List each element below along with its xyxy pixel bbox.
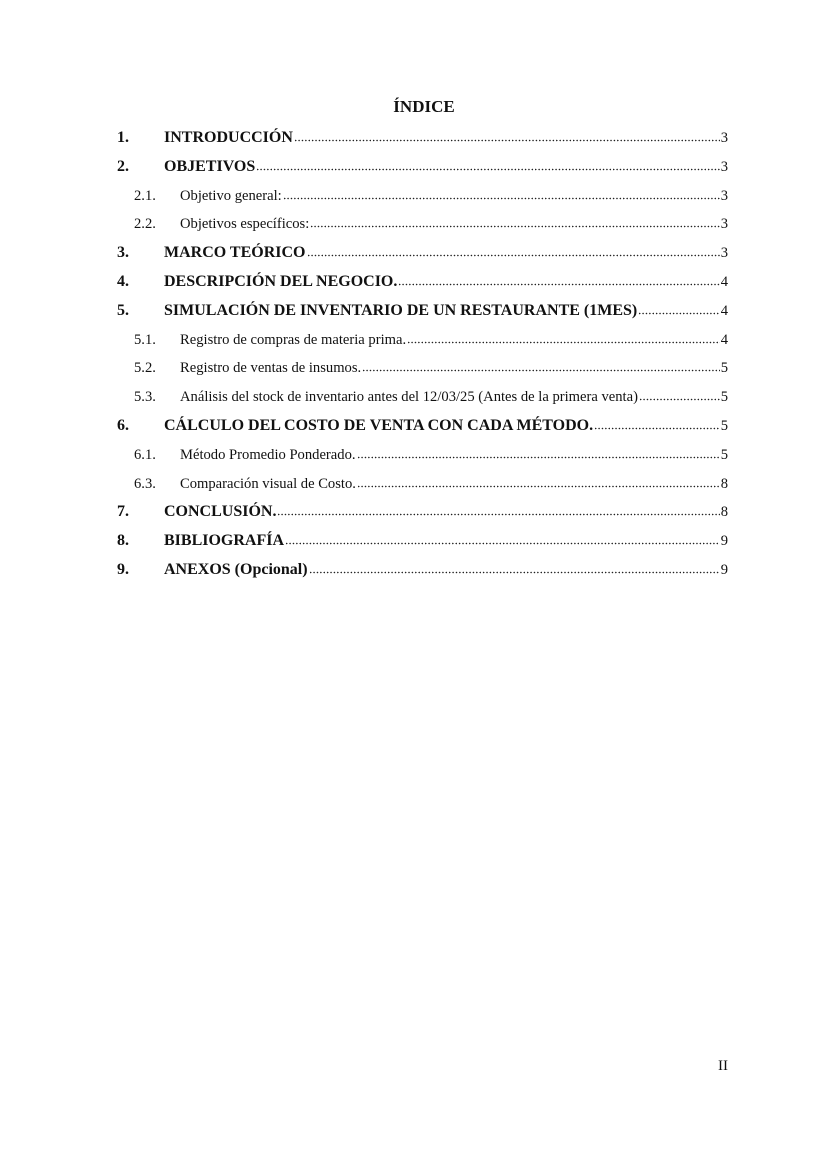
toc-entry-page: 3 <box>720 130 728 146</box>
toc-entry-title: DESCRIPCIÓN DEL NEGOCIO. <box>164 272 398 290</box>
dot-leader <box>310 224 719 228</box>
toc-entry-number: 5. <box>117 301 129 319</box>
toc-entry[interactable] <box>117 498 728 527</box>
toc-entry[interactable] <box>117 268 728 297</box>
toc-entry-title: Análisis del stock de inventario antes del 12/03/25 (Antes de la primera venta) <box>180 389 638 406</box>
dot-leader <box>277 512 719 516</box>
toc-entry-page: 8 <box>720 475 728 492</box>
toc-entry-number: 2.2. <box>134 216 156 233</box>
toc-entry-number: 8. <box>117 532 129 550</box>
toc-entry-number: 5.1. <box>134 331 156 348</box>
toc-entry-number: 9. <box>117 560 129 578</box>
toc-entry-title: CONCLUSIÓN. <box>164 503 277 521</box>
toc-entry[interactable] <box>117 124 728 153</box>
toc-entry-number: 6. <box>117 416 129 434</box>
toc-entry-title: ANEXOS (Opcional) <box>164 560 308 578</box>
dot-leader <box>594 426 720 430</box>
toc-entry-number: 1. <box>117 129 129 146</box>
toc-entry-title: OBJETIVOS <box>164 157 256 175</box>
toc-entry-title: Objetivo general: <box>180 187 282 204</box>
dot-leader <box>294 138 720 142</box>
toc-entry-number: 5.2. <box>134 360 156 377</box>
dot-leader <box>398 282 719 286</box>
toc-entry-page: 3 <box>720 216 728 233</box>
toc-entry-title: Registro de ventas de insumos. <box>180 360 362 377</box>
toc-entry-number: 6.3. <box>134 475 156 492</box>
toc-entry-page: 5 <box>720 389 728 406</box>
toc-entry-page: 3 <box>720 158 728 175</box>
toc-entry-number: 3. <box>117 244 129 262</box>
toc-entry-title: Objetivos específicos: <box>180 216 310 233</box>
toc-entry-page: 5 <box>720 360 728 377</box>
toc-entry[interactable] <box>117 470 728 499</box>
dot-leader <box>256 167 719 171</box>
toc-entry[interactable] <box>117 210 728 239</box>
toc-entry[interactable] <box>117 354 728 383</box>
toc-title: ÍNDICE <box>393 97 455 116</box>
dot-leader <box>357 484 720 488</box>
dot-leader <box>639 397 720 401</box>
dot-leader <box>283 196 720 200</box>
toc-entry-title: Registro de compras de materia prima. <box>180 331 407 348</box>
toc-entry-page: 9 <box>720 561 728 578</box>
toc-entry-title: CÁLCULO DEL COSTO DE VENTA CON CADA MÉTODO. <box>164 416 594 434</box>
toc-entry-title: BIBLIOGRAFÍA <box>164 532 285 550</box>
toc-entry-number: 2.1. <box>134 187 156 204</box>
toc-entry-title: Método Promedio Ponderado. <box>180 446 356 463</box>
toc-entry[interactable] <box>117 182 728 211</box>
toc-entry-page: 3 <box>720 245 728 262</box>
toc-entry-page: 4 <box>720 273 728 290</box>
page-number: II <box>718 1058 728 1074</box>
toc-entry-number: 7. <box>117 503 129 521</box>
toc-entry-page: 5 <box>720 417 728 434</box>
toc-entry[interactable] <box>117 441 728 470</box>
dot-leader <box>307 253 720 257</box>
toc-entry-title: SIMULACIÓN DE INVENTARIO DE UN RESTAURANTE (1MES) <box>164 301 638 319</box>
toc-entry[interactable] <box>117 412 728 441</box>
toc-entry[interactable] <box>117 527 728 556</box>
table-of-contents <box>117 124 728 585</box>
dot-leader <box>638 311 719 315</box>
dot-leader <box>285 541 720 545</box>
dot-leader <box>407 340 720 344</box>
toc-entry-page: 4 <box>720 331 728 348</box>
toc-entry[interactable] <box>117 297 728 326</box>
toc-entry-page: 8 <box>720 504 728 521</box>
toc-entry-number: 6.1. <box>134 446 156 463</box>
dot-leader <box>309 570 720 574</box>
dot-leader <box>362 368 720 372</box>
toc-entry[interactable] <box>117 239 728 268</box>
toc-entry-page: 5 <box>720 446 728 463</box>
toc-entry-title: MARCO TEÓRICO <box>164 244 306 262</box>
toc-entry[interactable] <box>117 383 728 412</box>
toc-entry-title: Comparación visual de Costo. <box>180 475 356 492</box>
toc-entry-page: 9 <box>720 533 728 550</box>
dot-leader <box>357 455 720 459</box>
toc-entry-number: 5.3. <box>134 389 156 406</box>
toc-entry-number: 4. <box>117 272 129 290</box>
toc-entry-page: 4 <box>720 302 728 319</box>
toc-entry-number: 2. <box>117 157 129 175</box>
toc-entry-title: INTRODUCCIÓN <box>164 129 293 146</box>
toc-entry[interactable] <box>117 326 728 355</box>
toc-entry[interactable] <box>117 153 728 182</box>
toc-entry-page: 3 <box>720 187 728 204</box>
toc-entry[interactable] <box>117 556 728 585</box>
